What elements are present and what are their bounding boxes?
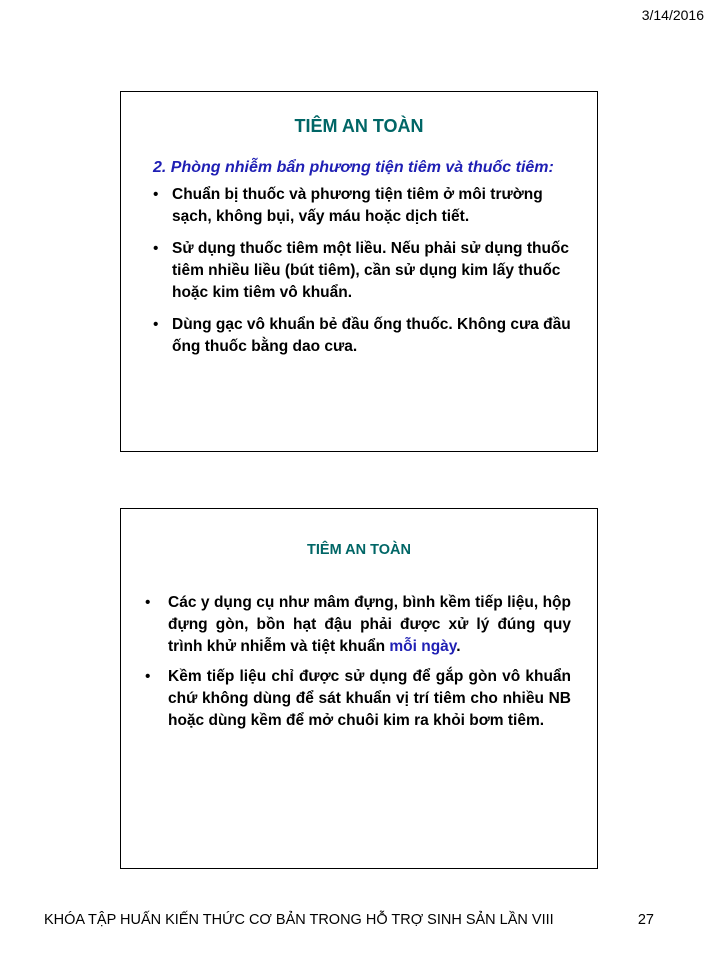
bullet-item: [145, 592, 571, 658]
slide-2: [120, 508, 598, 869]
bullet-dot-icon: •: [153, 316, 159, 333]
bullet-text: Sử dụng thuốc tiêm một liều. Nếu phải sử dụng thuốc tiêm nhiều liều (bút tiêm), cần sử dụng kim lấy thuốc hoặc kim tiêm vô khuẩn.: [172, 240, 570, 301]
footer-course-title: KHÓA TẬP HUẤN KIẾN THỨC CƠ BẢN TRONG HỖ TRỢ SINH SẢN LẦN VIII: [44, 912, 554, 928]
bullet-dot-icon: •: [145, 594, 151, 611]
bullet-text: Chuẩn bị thuốc và phương tiện tiêm ở môi trường sạch, không bụi, vấy máu hoặc dịch tiết.: [172, 186, 543, 225]
bullet-item: [153, 314, 575, 358]
page-footer: [44, 912, 654, 928]
bullet-dot-icon: •: [153, 240, 159, 257]
slide-1-subheading: 2. Phòng nhiễm bẩn phương tiện tiêm và thuốc tiêm:: [153, 159, 554, 176]
page-number: 27: [637, 912, 654, 928]
bullet-highlight-text: mỗi ngày: [389, 638, 457, 655]
bullet-dot-icon: •: [153, 186, 159, 203]
bullet-item: [145, 666, 571, 732]
print-date: 3/14/2016: [641, 7, 704, 23]
slide-2-bullet-list: [145, 592, 571, 732]
slide-1-bullet-list: [153, 184, 575, 358]
bullet-item: [153, 184, 575, 228]
slide-1: [120, 91, 598, 452]
slide-2-title: TIÊM AN TOÀN: [307, 542, 411, 558]
bullet-text: Dùng gạc vô khuẩn bẻ đầu ống thuốc. Không cưa đầu ống thuốc bằng dao cưa.: [172, 316, 571, 355]
bullet-text: Các y dụng cụ như mâm đựng, bình kềm tiếp liệu, hộp đựng gòn, bồn hạt đậu phải được xử lý đúng quy trình khử nhiễm và tiệt khuẩn: [168, 594, 571, 655]
bullet-text: Kềm tiếp liệu chỉ được sử dụng để gắp gòn vô khuẩn chứ không dùng để sát khuẩn vị trí tiêm cho nhiều NB hoặc dùng kềm để mở chuôi kim ra khỏi bơm tiêm.: [168, 668, 571, 729]
bullet-dot-icon: •: [145, 668, 151, 685]
bullet-text-end: .: [456, 638, 461, 655]
bullet-item: [153, 238, 575, 304]
slide-1-title: TIÊM AN TOÀN: [294, 116, 424, 136]
